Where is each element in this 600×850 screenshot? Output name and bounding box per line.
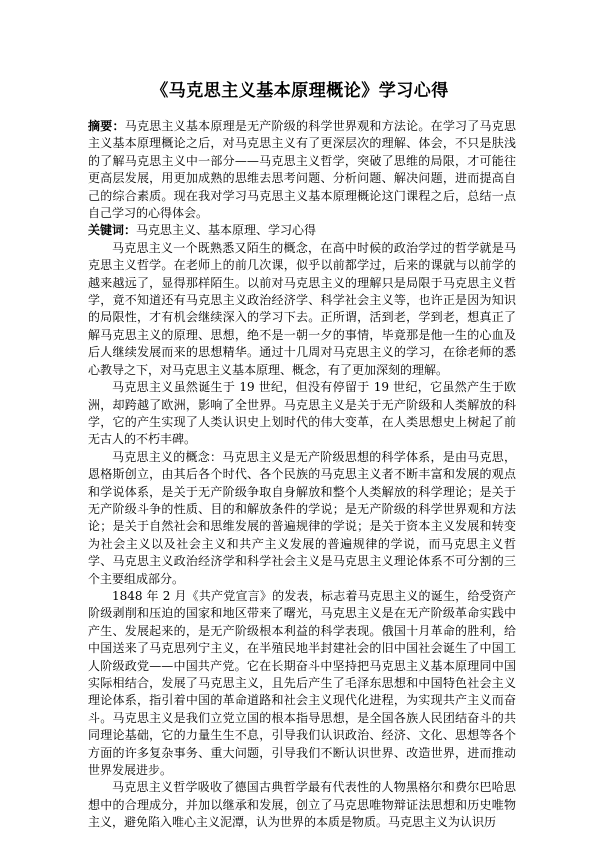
abstract	[88, 118, 516, 222]
keywords-text: 马克思主义、基本原理、学习心得	[136, 223, 317, 238]
page-title: 《马克思主义基本原理概论》学习心得	[151, 81, 449, 101]
paragraph-1: 马克思主义一个既熟悉又陌生的概念，在高中时候的政治学过的哲学就是马克思主义哲学。在老师上的前几次课，似乎以前都学过，后来的课就与以前学的越来越远了，显得那样陌生。以前对马克思主义的理解只是局限于马克思主义哲学，竟不知道还有马克思主义政治经济学、科学社会主义等，也许正是因为知识的局限性，才有机会继续深入的学习下去。正所谓，活到老，学到老，想真正了解马克思主义的原理、思想，绝不是一朝一夕的事情，毕竟那是他一生的心血及后人继续发展而来的思想精华。通过十几周对马克思主义的学习，在徐老师的悉心教导之下，对马克思主义基本原理、概念，有了更加深刻的理解。	[88, 240, 516, 377]
document-body	[88, 118, 516, 832]
keywords-label: 关键词：	[88, 223, 137, 238]
paragraph-3: 马克思主义的概念：马克思主义是无产阶级思想的科学体系，是由马克思，恩格斯创立，由其后各个时代、各个民族的马克思主义者不断丰富和发展的观点和学说体系，是关于无产阶级争取自身解放和整个人类解放的科学理论；是关于无产阶级斗争的性质、目的和解放条件的学说；是无产阶级的科学世界观和方法论；是关于自然社会和思维发展的普遍规律的学说；是关于资本主义发展和转变为社会主义以及社会主义和共产主义发展的普遍规律的学说，而马克思主义哲学、马克思主义政治经济学和科学社会主义是马克思主义理论体系不可分割的三个主要组成部分。	[88, 449, 516, 586]
paragraph-4: 1848 年 2 月《共产党宣言》的发表，标志着马克思主义的诞生，给受资产阶级剥削和压迫的国家和地区带来了曙光，马克思主义是在无产阶级革命实践中产生、发展起来的，是无产阶级根本利益的科学表现。俄国十月革命的胜利，给中国送来了马克思列宁主义，在半殖民地半封建社会的旧中国社会诞生了中国工人阶级政党——中国共产党。它在长期奋斗中坚持把马克思主义基本原理同中国实际相结合，发展了马克思主义，且先后产生了毛泽东思想和中国特色社会主义理论体系，指引着中国的革命道路和社会主义现代化进程，为实现共产主义而奋斗。马克思主义是我们立党立国的根本指导思想，是全国各族人民团结奋斗的共同理论基础，它的力量生生不息，引导我们认识政治、经济、文化、思想等各个方面的许多复杂事务、重大问题，引导我们不断认识世界、改造世界，进而推动世界发展进步。	[88, 588, 516, 778]
paragraph-5: 马克思主义哲学吸收了德国古典哲学最有代表性的人物黑格尔和费尔巴哈思想中的合理成分，并加以继承和发展，创立了马克思唯物辩证法思想和历史唯物主义，避免陷入唯心主义泥潭，认为世界的本质是物质。马克思主义为认识历	[88, 780, 516, 830]
abstract-text: 马克思主义基本原理是无产阶级的科学世界观和方法论。在学习了马克思主义基本原理概论之后，对马克思主义有了更深层次的理解、体会，不只是肤浅的了解马克思主义中一部分——马克思主义哲学，突破了思维的局限，才可能往更高层发展，用更加成熟的思维去思考问题、分析问题、解决问题，进而提高自己的综合素质。现在我对学习马克思主义基本原理概论这门课程之后，总结一点自己学习的心得体会。	[88, 119, 516, 221]
paragraph-2: 马克思主义虽然诞生于 19 世纪，但没有停留于 19 世纪，它虽然产生于欧洲，却跨越了欧洲，影响了全世界。马克思主义是关于无产阶级和人类解放的科学，它的产生实现了人类认识史上划时代的伟大变革，在人类思想史上树起了前无古人的不朽丰碑。	[88, 380, 516, 447]
keywords	[88, 222, 516, 239]
abstract-label: 摘要：	[88, 119, 125, 133]
